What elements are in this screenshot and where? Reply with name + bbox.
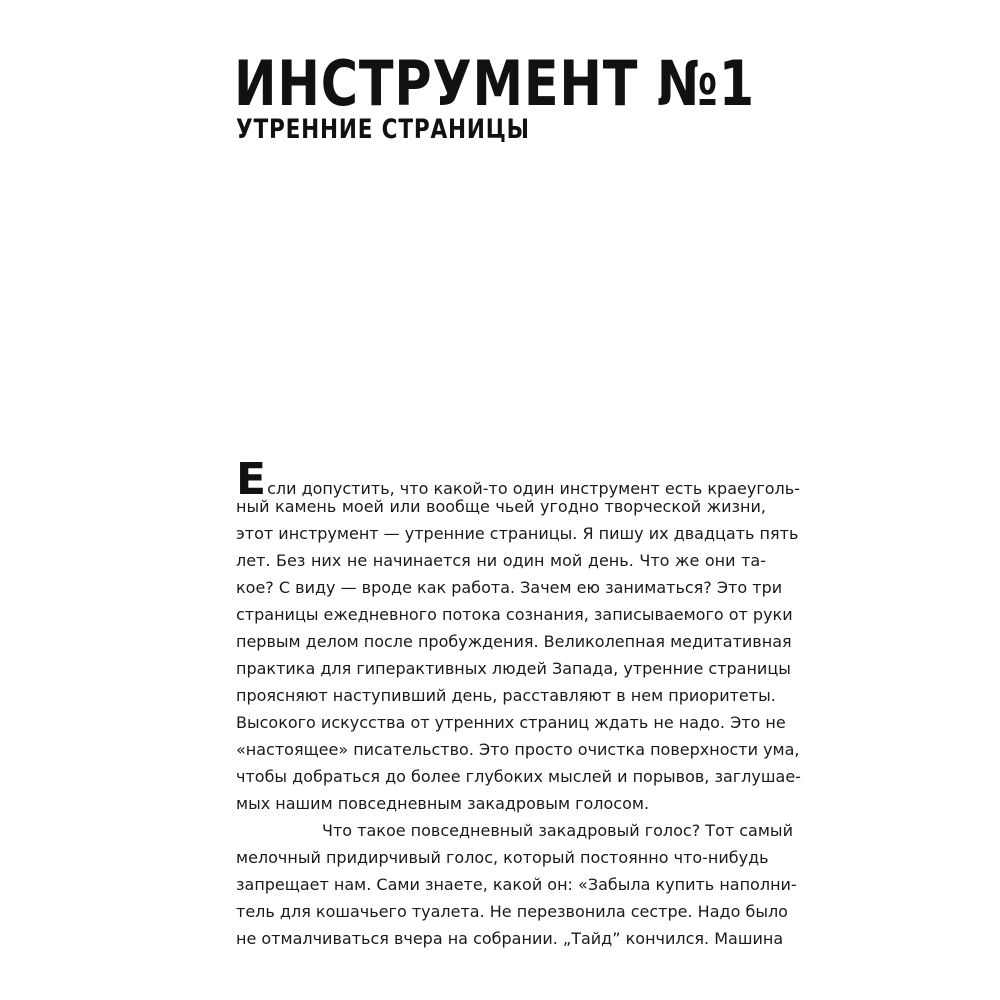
text-line: тель для кошачьего туалета. Не перезвонила сестре. Надо было	[236, 902, 788, 921]
text-line: мых нашим повседневным закадровым голосом.	[236, 794, 650, 813]
text-line: страницы ежедневного потока сознания, записываемого от руки	[236, 605, 793, 624]
chapter-title: ИНСТРУМЕНТ №1	[234, 47, 756, 120]
text-line: Если допустить, что какой-то один инструмент есть краеуголь-	[236, 454, 800, 505]
text-line: Высокого искусства от утренних страниц ждать не надо. Это не	[236, 713, 786, 732]
text-line: запрещает нам. Сами знаете, какой он: «Забыла купить наполни-	[236, 875, 797, 894]
text-line: лет. Без них не начинается ни один мой день. Что же они та-	[236, 551, 766, 570]
drop-cap: Е	[236, 454, 267, 505]
text-line: мелочный придирчивый голос, который постоянно что-нибудь	[236, 848, 769, 867]
text-line: «настоящее» писательство. Это просто очистка поверхности ума,	[236, 740, 800, 759]
text-line: кое? С виду — вроде как работа. Зачем ею заниматься? Это три	[236, 578, 783, 597]
chapter-subtitle: УТРЕННИЕ СТРАНИЦЫ	[236, 114, 530, 145]
body-text	[236, 454, 801, 952]
text-line: первым делом после пробуждения. Великолепная медитативная	[236, 632, 792, 651]
text-line: этот инструмент — утренние страницы. Я пишу их двадцать пять	[236, 524, 799, 543]
text-line: Что такое повседневный закадровый голос? Тот самый	[322, 821, 793, 840]
text-line: ный камень моей или вообще чьей угодно творческой жизни,	[236, 497, 766, 516]
text-line: проясняют наступивший день, расставляют в нем приоритеты.	[236, 686, 776, 705]
text-line: чтобы добраться до более глубоких мыслей и порывов, заглушае-	[236, 767, 801, 786]
text-line: не отмалчиваться вчера на собрании. „Тайд” кончился. Машина	[236, 929, 784, 948]
text-line: практика для гиперактивных людей Запада, утренние страницы	[236, 659, 791, 678]
